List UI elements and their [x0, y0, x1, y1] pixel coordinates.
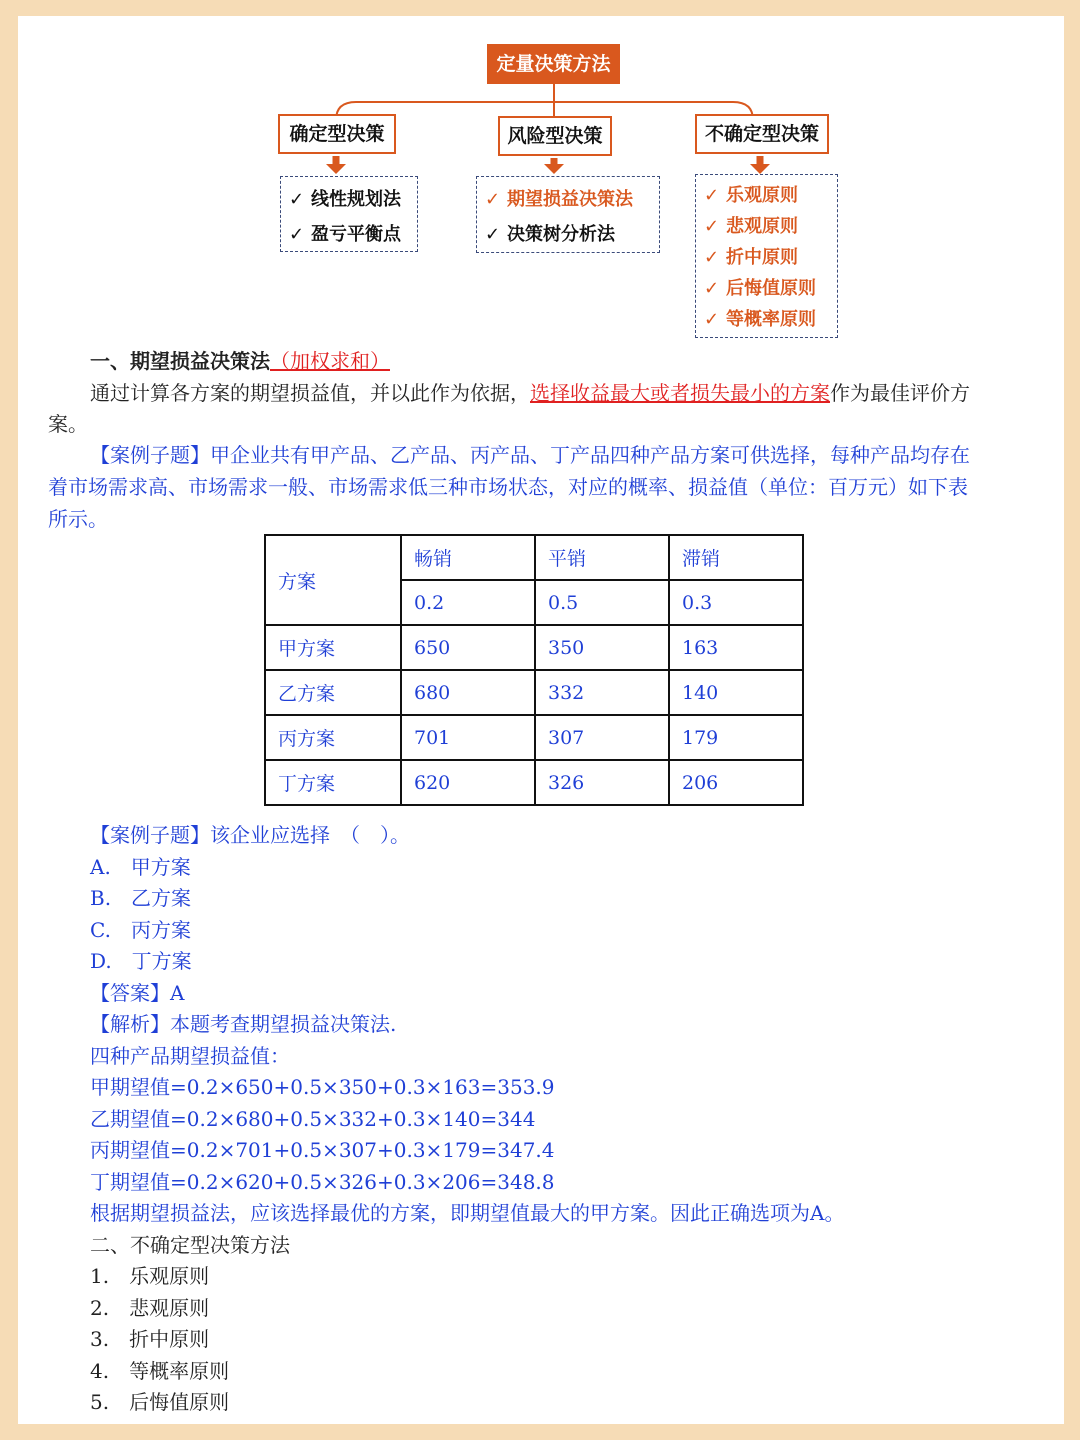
table-header: 畅销	[401, 535, 535, 580]
list-item: ✓ 等概率原则	[704, 309, 816, 330]
list-item: ✓ 乐观原则	[704, 185, 798, 206]
table-cell: 620	[401, 760, 535, 805]
check-icon: ✓	[485, 189, 501, 210]
case-text-line: 所示。	[48, 507, 108, 531]
case-text-line: 着市场需求高、市场需求一般、市场需求低三种市场状态，对应的概率、损益值（单位：百万元）如下表	[48, 475, 968, 499]
table-header: 滞销	[669, 535, 803, 580]
list-item: ✓ 折中原则	[704, 247, 798, 268]
calc-line: 丁期望值=0.2×620+0.5×326+0.3×206=348.8	[90, 1170, 555, 1194]
branch-uncertain: 不确定型决策	[695, 114, 829, 154]
table-prob: 0.5	[535, 580, 669, 625]
table-header: 平销	[535, 535, 669, 580]
check-icon: ✓	[704, 216, 720, 237]
table-cell: 206	[669, 760, 803, 805]
table-cell: 丁方案	[265, 760, 401, 805]
list-item: ✓ 期望损益决策法	[485, 189, 633, 210]
option-a: A. 甲方案	[90, 855, 191, 879]
calc-line: 甲期望值=0.2×650+0.5×350+0.3×163=353.9	[90, 1075, 555, 1099]
list-item: ✓ 线性规划法	[289, 189, 401, 210]
table-row	[265, 535, 803, 580]
list-item: 2. 悲观原则	[90, 1296, 210, 1320]
list-item: ✓ 后悔值原则	[704, 278, 816, 299]
section2-heading: 二、不确定型决策方法	[90, 1233, 290, 1257]
section1-paragraph-cont: 案。	[48, 412, 88, 436]
table-cell: 乙方案	[265, 670, 401, 715]
table-cell: 326	[535, 760, 669, 805]
root-node: 定量决策方法	[487, 44, 620, 84]
list-item: ✓ 悲观原则	[704, 216, 798, 237]
table-cell: 140	[669, 670, 803, 715]
check-icon: ✓	[704, 247, 720, 268]
table-cell: 甲方案	[265, 625, 401, 670]
option-b: B. 乙方案	[90, 886, 192, 910]
table-row	[265, 625, 803, 670]
branch-deterministic: 确定型决策	[278, 114, 396, 154]
section1-paragraph: 通过计算各方案的期望损益值，并以此作为依据，选择收益最大或者损失最小的方案作为最佳评价方	[90, 381, 970, 405]
branch-risk: 风险型决策	[498, 116, 612, 156]
table-cell: 丙方案	[265, 715, 401, 760]
check-icon: ✓	[289, 224, 305, 245]
risk-items	[476, 176, 660, 253]
table-cell: 179	[669, 715, 803, 760]
table-cell: 650	[401, 625, 535, 670]
diagram-connectors	[18, 16, 1064, 186]
table-cell: 701	[401, 715, 535, 760]
list-item: 1. 乐观原则	[90, 1264, 210, 1288]
deterministic-items	[280, 176, 418, 252]
analysis-sub: 四种产品期望损益值：	[90, 1044, 290, 1068]
table-cell: 350	[535, 625, 669, 670]
section1-heading: 一、期望损益决策法（加权求和）	[90, 349, 390, 373]
option-d: D. 丁方案	[90, 949, 192, 973]
question-prompt: 【案例子题】该企业应选择 （ ）。	[90, 823, 410, 847]
conclusion: 根据期望损益法，应该选择最优的方案，即期望值最大的甲方案。因此正确选项为A。	[90, 1201, 845, 1225]
case-text-line: 【案例子题】甲企业共有甲产品、乙产品、丙产品、丁产品四种产品方案可供选择，每种产品均存在	[90, 443, 970, 467]
check-icon: ✓	[704, 185, 720, 206]
list-item: ✓ 决策树分析法	[485, 224, 615, 245]
table-cell: 332	[535, 670, 669, 715]
list-item: 5. 后悔值原则	[90, 1390, 230, 1414]
uncertain-items	[695, 174, 838, 338]
calc-line: 乙期望值=0.2×680+0.5×332+0.3×140=344	[90, 1107, 536, 1131]
option-c: C. 丙方案	[90, 918, 191, 942]
table-row	[265, 670, 803, 715]
calc-line: 丙期望值=0.2×701+0.5×307+0.3×179=347.4	[90, 1138, 555, 1162]
check-icon: ✓	[289, 189, 305, 210]
table-cell: 307	[535, 715, 669, 760]
check-icon: ✓	[704, 278, 720, 299]
check-icon: ✓	[704, 309, 720, 330]
payoff-table	[264, 534, 804, 806]
table-row	[265, 715, 803, 760]
answer: 【答案】A	[90, 981, 185, 1005]
table-prob: 0.2	[401, 580, 535, 625]
table-corner: 方案	[265, 535, 401, 625]
list-item: 3. 折中原则	[90, 1327, 210, 1351]
analysis: 【解析】本题考查期望损益决策法.	[90, 1012, 397, 1036]
document-page	[18, 16, 1064, 1424]
table-cell: 680	[401, 670, 535, 715]
list-item: ✓ 盈亏平衡点	[289, 224, 401, 245]
check-icon: ✓	[485, 224, 501, 245]
table-prob: 0.3	[669, 580, 803, 625]
table-cell: 163	[669, 625, 803, 670]
list-item: 4. 等概率原则	[90, 1359, 230, 1383]
table-row	[265, 760, 803, 805]
